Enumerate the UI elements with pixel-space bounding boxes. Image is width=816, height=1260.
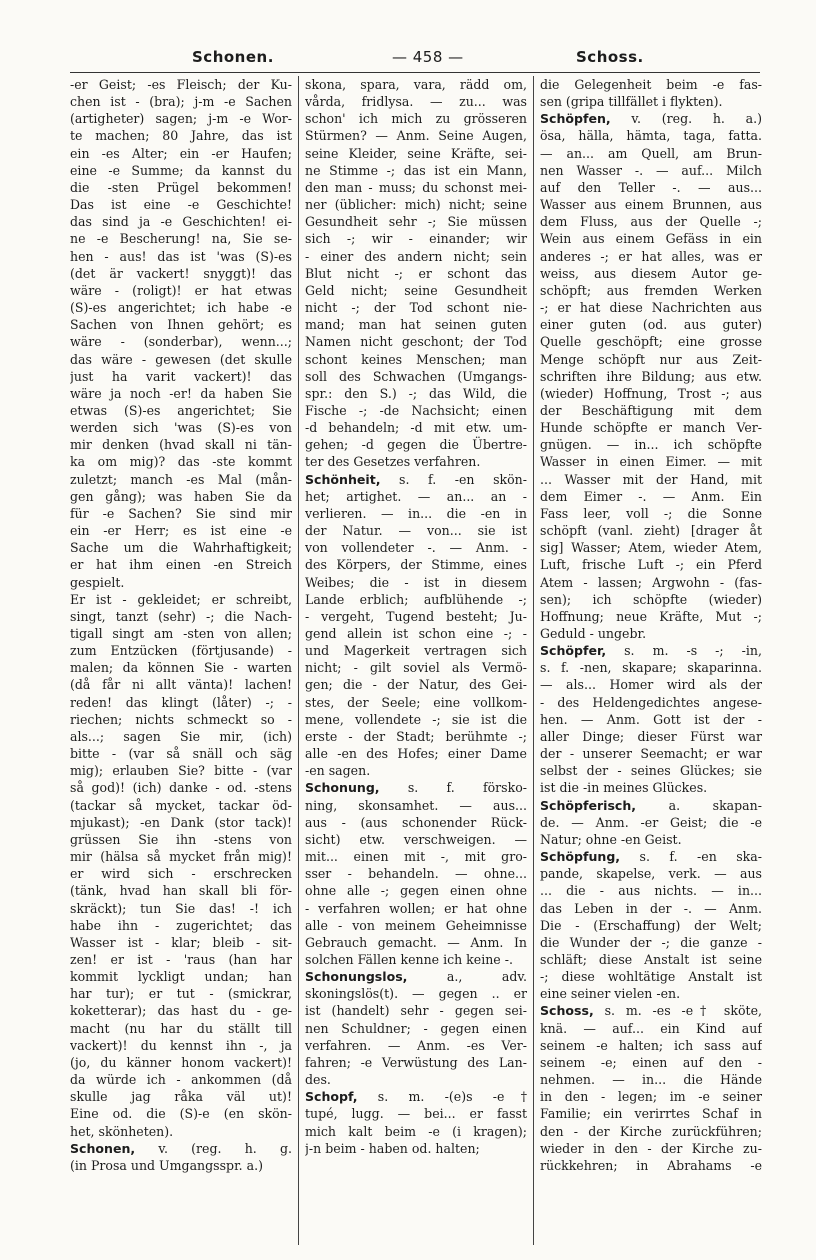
- text-line: Menge schöpft nur aus Zeit-: [540, 351, 762, 367]
- text-line: Eine od. die (S)-e (en skön-: [70, 1106, 292, 1122]
- text-line: werden sich 'was (S)-es von: [70, 420, 292, 436]
- text-line: aus - (aus schonender Rück-: [305, 814, 527, 830]
- text-line: ohne alle -; gegen einen ohne: [305, 883, 527, 899]
- text-line: der Natur. — von... sie ist: [305, 523, 527, 539]
- text-line: wäre - (sonderbar), wenn...;: [70, 334, 292, 350]
- text-line: -d behandeln; -d mit etw. um-: [305, 420, 527, 436]
- text-line: -en sagen.: [305, 763, 371, 779]
- text-line: ka om mig)? das -ste kommt: [70, 454, 292, 470]
- text-column-3: [540, 76, 762, 1243]
- text-line: seine Kleider, seine Kräfte, sei-: [305, 145, 527, 161]
- text-line: chen ist - (bra); j-m -e Sachen: [70, 94, 292, 110]
- text-line: ne Stimme -; das ist ein Mann,: [305, 162, 527, 178]
- text-line: alle - von meinem Geheimnisse: [305, 917, 527, 933]
- text-line: -; diese wohltätige Anstalt ist: [540, 969, 762, 985]
- text-line: die Wunder der -; die ganze -: [540, 934, 762, 950]
- text-line: schont keines Menschen; man: [305, 351, 527, 367]
- text-line: Fische -; -de Nachsicht; einen: [305, 402, 527, 418]
- text-line: ist (handelt) sehr - gegen sei-: [305, 1003, 527, 1019]
- text-line: malen; da können Sie - warten: [70, 660, 292, 676]
- text-line: de. — Anm. -er Geist; die -e: [540, 814, 762, 830]
- text-line: skräckt); tun Sie das! -! ich: [70, 900, 292, 916]
- text-line: skulle jag råka väl ut)!: [70, 1089, 292, 1105]
- text-line: vackert)! du kennst ihn -, ja: [70, 1037, 292, 1053]
- text-line: anderes -; er hat alles, was er: [540, 248, 762, 264]
- text-line: und Magerkeit vertragen sich: [305, 643, 527, 659]
- text-line: - vergeht, Tugend besteht; Ju-: [305, 608, 527, 624]
- text-line: - einer des andern nicht; sein: [305, 248, 527, 264]
- text-line: das Leben in der -. — Anm.: [540, 900, 762, 916]
- text-line: gnügen. — in... ich schöpfte: [540, 437, 762, 453]
- text-line: als...; sagen Sie mir, (ich): [70, 728, 292, 744]
- text-line: Lande erblich; aufblühende -;: [305, 591, 527, 607]
- entry-headword-line: Schöpfung, s. f. -en ska-: [540, 849, 762, 865]
- entry-headword-line: Schoss, s. m. -es -e† sköte,: [540, 1003, 762, 1019]
- text-line: nicht -; der Tod schont nie-: [305, 300, 527, 316]
- entry-headword-line: Schonungslos, a., adv.: [305, 969, 527, 985]
- text-line: der Beschäftigung mit dem: [540, 402, 762, 418]
- text-line: macht (nu har du ställt till: [70, 1020, 292, 1036]
- text-line: mir (hälsa så mycket från mig)!: [70, 849, 292, 865]
- text-line: Wasser aus einem Brunnen, aus: [540, 197, 762, 213]
- text-line: das wäre - gewesen (det skulle: [70, 351, 292, 367]
- text-line: nicht; - gilt soviel als Vermö-: [305, 660, 527, 676]
- text-line: tigall singt am -sten von allen;: [70, 626, 292, 641]
- text-line: ner (üblicher: mich) nicht; seine: [305, 197, 527, 213]
- text-line: sich -; wir - einander; wir: [305, 231, 527, 247]
- text-line: rückkehren; in Abrahams -e: [540, 1157, 762, 1173]
- text-line: ne -e Bescherung! na, Sie se-: [70, 231, 292, 247]
- text-line: Das ist eine -e Geschichte!: [70, 197, 292, 213]
- text-line: die -sten Prügel bekommen!: [70, 179, 292, 195]
- text-line: Sachen von Ihnen gehört; es: [70, 317, 292, 333]
- text-line: zuletzt; manch -es Mal (mån-: [70, 471, 292, 487]
- text-line: eine seiner vielen -en.: [540, 986, 681, 1002]
- text-line: -er Geist; -es Fleisch; der Ku-: [70, 77, 292, 92]
- entry-headword-line: Schonung, s. f. försko-: [305, 780, 527, 796]
- text-line: fahren; -e Verwüstung des Lan-: [305, 1054, 527, 1070]
- text-line: den - der Kirche zurückführen;: [540, 1123, 762, 1139]
- text-line: gespielt.: [70, 574, 125, 590]
- text-line: knä. — auf... ein Kind auf: [540, 1020, 762, 1036]
- text-line: des Körpers, der Stimme, eines: [305, 557, 527, 573]
- text-line: selbst der - seines Glückes; sie: [540, 763, 762, 779]
- text-line: auf den Teller -. — aus...: [540, 179, 762, 195]
- text-line: (in Prosa und Umgangsspr. a.): [70, 1157, 264, 1173]
- text-line: - des Heldengedichtes angese-: [540, 694, 762, 710]
- text-line: Er ist - gekleidet; er schreibt,: [70, 591, 292, 607]
- text-line: dem Fluss, aus der Quelle -;: [540, 214, 762, 230]
- text-line: Namen nicht geschont; der Tod: [305, 334, 527, 350]
- text-line: mene, vollendete -; sie ist die: [305, 711, 527, 727]
- text-line: hen - aus! das ist 'was (S)-es: [70, 248, 292, 264]
- text-line: — an... am Quell, am Brun-: [540, 145, 762, 161]
- entry-headword-line: Schöpfer, s. m. -s -; -in,: [540, 643, 762, 659]
- text-line: Atem - lassen; Argwohn - (fas-: [540, 574, 762, 590]
- entry-headword-line: Schopf, s. m. -(e)s -e†: [305, 1089, 527, 1105]
- text-line: dem Eimer -. — Anm. Ein: [540, 488, 762, 504]
- text-line: eine -e Summe; da kannst du: [70, 162, 292, 178]
- header-first-headword: Schonen.: [192, 48, 274, 66]
- text-line: sen (gripa tillfället i flykten).: [540, 94, 723, 110]
- running-header: [62, 48, 762, 74]
- text-line: te machen; 80 Jahre, das ist: [70, 128, 292, 144]
- text-column-1: [70, 76, 292, 1243]
- text-line: nehmen. — in... die Hände: [540, 1072, 762, 1088]
- text-line: nen Schuldner; - gegen einen: [305, 1020, 527, 1036]
- text-line: Hoffnung; neue Kräfte, Mut -;: [540, 608, 762, 624]
- text-line: mjukast); -en Dank (stor tack)!: [70, 814, 292, 830]
- text-line: ein -er Herr; es ist eine -e: [70, 523, 292, 539]
- text-line: har tur); er tut - (smickrar,: [70, 986, 292, 1002]
- text-line: Geld nicht; seine Gesundheit: [305, 282, 527, 298]
- text-line: vårda, fridlysa. — zu... was: [305, 94, 527, 110]
- text-line: die Gelegenheit beim -e fas-: [540, 77, 762, 92]
- text-line: zen! er ist - 'raus (han har: [70, 951, 292, 967]
- text-line: (tackar så mycket, tackar öd-: [70, 797, 292, 813]
- text-line: Wein aus einem Gefäss in ein: [540, 231, 762, 247]
- text-line: grüssen Sie ihn -stens von: [70, 831, 292, 847]
- text-line: mand; man hat seinen guten: [305, 317, 527, 333]
- text-line: schon' ich mich zu grösseren: [305, 111, 527, 127]
- text-line: ein -es Alter; ein -er Haufen;: [70, 145, 292, 161]
- text-line: in den - legen; im -e seiner: [540, 1089, 762, 1105]
- text-line: Fass leer, voll -; die Sonne: [540, 505, 762, 521]
- text-line: gen gång); was haben Sie da: [70, 488, 292, 504]
- entry-headword-line: Schönheit, s. f. -en skön-: [305, 471, 527, 487]
- text-line: ist die -in meines Glückes.: [540, 780, 708, 796]
- text-line: soll des Schwachen (Umgangs-: [305, 368, 527, 384]
- text-line: Geduld - ungebr.: [540, 626, 647, 641]
- text-line: aller Dinge; dieser Fürst war: [540, 728, 762, 744]
- text-line: schriften ihre Bildung; aus etw.: [540, 368, 762, 384]
- entry-headword-line: Schöpferisch, a. skapan-: [540, 797, 762, 813]
- text-line: - verfahren wollen; er hat ohne: [305, 900, 527, 916]
- text-line: solchen Fällen kenne ich keine -.: [305, 951, 513, 967]
- text-line: Sache um die Wahrhaftigkeit;: [70, 540, 292, 556]
- text-line: weiss, aus diesem Autor ge-: [540, 265, 762, 281]
- text-line: sig] Wasser; Atem, wieder Atem,: [540, 540, 762, 556]
- header-last-headword: Schoss.: [576, 48, 644, 66]
- text-line: (tänk, hvad han skall bli för-: [70, 883, 292, 899]
- text-line: -; er hat diese Nachrichten aus: [540, 300, 762, 316]
- text-line: wieder in den - der Kirche zu-: [540, 1140, 762, 1156]
- text-line: er hat ihm einen -en Streich: [70, 557, 292, 573]
- text-line: mig); erlauben Sie? bitte - (var: [70, 763, 292, 779]
- text-line: schöpft; aus fremden Werken: [540, 282, 762, 298]
- text-line: just ha varit vackert)! das: [70, 368, 292, 384]
- text-line: reden! das klingt (låter) -; -: [70, 694, 292, 710]
- text-line: Gesundheit sehr -; Sie müssen: [305, 214, 527, 230]
- text-line: von vollendeter -. — Anm. -: [305, 540, 527, 556]
- text-line: sicht) etw. verschweigen. —: [305, 831, 527, 847]
- text-line: verlieren. — in... die -en in: [305, 505, 527, 521]
- text-line: habe ihn - zugerichtet; das: [70, 917, 292, 933]
- text-line: kommit lyckligt undan; han: [70, 969, 292, 985]
- text-line: s. f. -nen, skapare; skaparinna.: [540, 660, 762, 676]
- text-line: wäre ja noch -er! da haben Sie: [70, 385, 292, 401]
- text-line: sen); ich schöpfte (wieder): [540, 591, 762, 607]
- text-line: stes, der Seele; eine vollkom-: [305, 694, 527, 710]
- text-line: Gebrauch gemacht. — Anm. In: [305, 934, 527, 950]
- text-line: ... Wasser mit der Hand, mit: [540, 471, 762, 487]
- text-line: gehen; -d gegen die Übertre-: [305, 437, 527, 453]
- text-line: så god)! (ich) danke - od. -stens: [70, 780, 292, 796]
- text-line: skona, spara, vara, rädd om,: [305, 77, 527, 92]
- text-line: ösa, hälla, hämta, taga, fatta.: [540, 128, 762, 144]
- text-line: das sind ja -e Geschichten! ei-: [70, 214, 292, 230]
- text-line: sser - behandeln. — ohne...: [305, 866, 527, 882]
- text-line: hen. — Anm. Gott ist der -: [540, 711, 762, 727]
- text-line: (det är vackert! snyggt)! das: [70, 265, 292, 281]
- entry-headword-line: Schöpfen, v. (reg. h. a.): [540, 111, 762, 127]
- text-line: skoningslös(t). — gegen .. er: [305, 986, 527, 1002]
- text-line: den man - muss; du schonst mei-: [305, 179, 527, 195]
- text-line: Hunde schöpfte er manch Ver-: [540, 420, 762, 436]
- text-line: Familie; ein verirrtes Schaf in: [540, 1106, 762, 1122]
- text-line: da würde ich - ankommen (då: [70, 1072, 292, 1088]
- text-line: koketterar); das hast du - ge-: [70, 1003, 292, 1019]
- text-line: einer guten (od. aus guter): [540, 317, 762, 333]
- text-line: ter des Gesetzes verfahren.: [305, 454, 481, 470]
- text-line: (wieder) Hoffnung, Trost -; aus: [540, 385, 762, 401]
- text-line: singt, tanzt (sehr) -; die Nach-: [70, 608, 292, 624]
- text-line: seinem -e halten; ich sass auf: [540, 1037, 762, 1053]
- text-line: (S)-es angerichtet; ich habe -e: [70, 300, 292, 316]
- text-line: des.: [305, 1072, 331, 1088]
- text-line: (jo, du känner honom vackert)!: [70, 1054, 292, 1070]
- text-line: Quelle geschöpft; eine grosse: [540, 334, 762, 350]
- text-line: Wasser in einen Eimer. — mit: [540, 454, 762, 470]
- text-line: het, skönheten).: [70, 1123, 174, 1139]
- header-rule: [70, 72, 760, 73]
- text-column-2: [305, 76, 527, 1243]
- text-line: gend allein ist schon eine -; -: [305, 626, 527, 641]
- text-line: nen Wasser -. — auf... Milch: [540, 162, 762, 178]
- text-line: Luft, frische Luft -; ein Pferd: [540, 557, 762, 573]
- column-divider: [298, 76, 299, 1245]
- text-line: Weibes; die - ist in diesem: [305, 574, 527, 590]
- text-line: j-n beim - haben od. halten;: [305, 1140, 480, 1156]
- text-line: ... die - aus nichts. — in...: [540, 883, 762, 899]
- text-line: spr.: den S.) -; das Wild, die: [305, 385, 527, 401]
- text-line: für -e Sachen? Sie sind mir: [70, 505, 292, 521]
- text-line: mich kalt beim -e (i kragen);: [305, 1123, 527, 1139]
- text-line: seinem -e; einen auf den -: [540, 1054, 762, 1070]
- text-line: gen; die - der Natur, des Gei-: [305, 677, 527, 693]
- text-line: mir denken (hvad skall ni tän-: [70, 437, 292, 453]
- text-line: — als... Homer wird als der: [540, 677, 762, 693]
- text-line: pande, skapelse, verk. — aus: [540, 866, 762, 882]
- column-divider: [533, 76, 534, 1245]
- text-line: etwas (S)-es angerichtet; Sie: [70, 402, 292, 418]
- text-line: Stürmen? — Anm. Seine Augen,: [305, 128, 527, 144]
- text-line: tupé, lugg. — bei... er fasst: [305, 1106, 527, 1122]
- text-line: Natur; ohne -en Geist.: [540, 831, 682, 847]
- text-line: Wasser ist - klar; bleib - sit-: [70, 934, 292, 950]
- text-line: erste - der Stadt; berühmte -;: [305, 728, 527, 744]
- text-line: (artigheter) sagen; j-m -e Wor-: [70, 111, 292, 127]
- text-line: er wird sich - erschrecken: [70, 866, 292, 882]
- text-line: alle -en des Hofes; einer Dame: [305, 746, 527, 762]
- text-line: ning, skonsamhet. — aus...: [305, 797, 527, 813]
- text-line: schöpft (vanl. zieht) [drager åt: [540, 523, 762, 539]
- text-line: wäre - (roligt)! er hat etwas: [70, 282, 292, 298]
- text-line: zum Entzücken (förtjusande) -: [70, 643, 292, 659]
- entry-headword-line: Schonen, v. (reg. h. g.: [70, 1140, 292, 1156]
- text-line: bitte - (var så snäll och säg: [70, 746, 292, 762]
- text-line: Blut nicht -; er schont das: [305, 265, 527, 281]
- text-line: schläft; diese Anstalt ist seine: [540, 951, 762, 967]
- text-line: (då får ni allt vänta)! lachen!: [70, 677, 292, 693]
- dictionary-page: [62, 20, 762, 1245]
- text-line: Die - (Erschaffung) der Welt;: [540, 917, 762, 933]
- text-line: riechen; nichts schmeckt so -: [70, 711, 292, 727]
- text-line: verfahren. — Anm. -es Ver-: [305, 1037, 527, 1053]
- text-line: mit... einen mit -, mit gro-: [305, 849, 527, 865]
- text-line: der - unserer Seemacht; er war: [540, 746, 762, 762]
- page-number: — 458 —: [392, 48, 464, 66]
- text-line: het; artighet. — an... an -: [305, 488, 527, 504]
